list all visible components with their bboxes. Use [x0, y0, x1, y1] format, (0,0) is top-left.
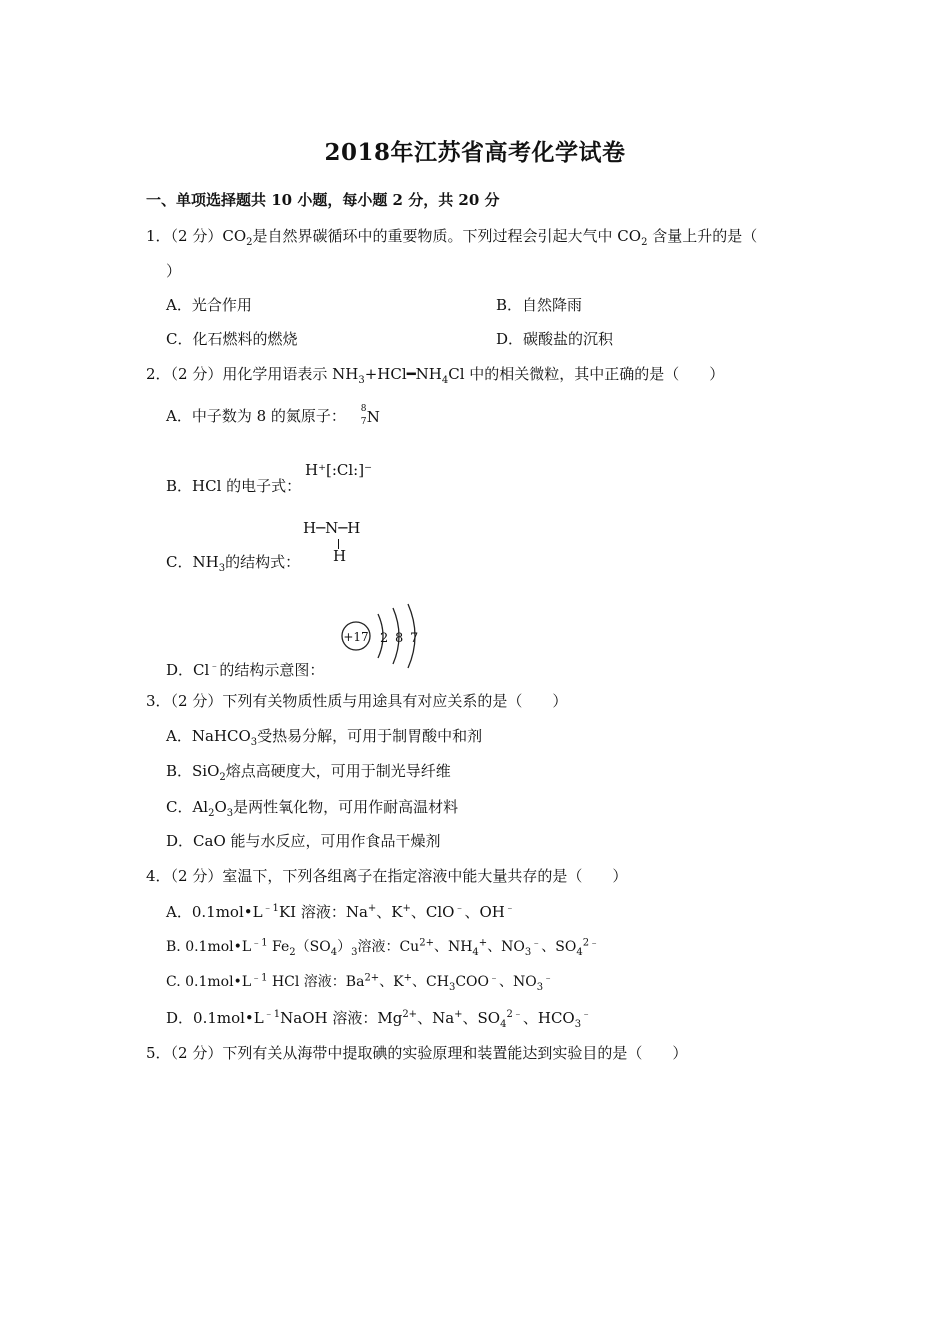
subscript: 4 [576, 946, 583, 958]
text-run: 、SO [462, 1009, 501, 1027]
text-run: ） [337, 939, 352, 955]
superscript: ﹣ [581, 1009, 592, 1020]
text-run: （2 分） [170, 867, 223, 885]
subscript: 4 [330, 946, 338, 958]
q4-option-b[interactable] [166, 937, 599, 957]
subscript: 4 [500, 1019, 507, 1030]
text-run: 、OH [464, 903, 505, 921]
text-run: 、K [379, 974, 404, 990]
text-run: 的结构式： [225, 553, 301, 571]
text-run: 、K [376, 903, 403, 921]
text-run: A．中子数为 8 的氮原子： [166, 407, 346, 425]
text-run: 下列有关从海带中提取碘的实验原理和装置能达到实验目的是（ ） [222, 1044, 688, 1062]
text-run: Fe [267, 939, 290, 955]
subscript: 2 [246, 237, 253, 248]
text-run: 5． [146, 1044, 171, 1062]
q3-option-b[interactable] [166, 761, 451, 781]
text-run: D．Cl [166, 661, 210, 679]
text-run: 用化学用语表示 NH [222, 365, 359, 383]
superscript: 2﹣ [582, 937, 600, 949]
subscript: 3 [218, 563, 226, 574]
text-run: N [366, 408, 380, 426]
question-1-stem [146, 226, 757, 246]
question-5-stem [146, 1043, 687, 1063]
subscript: 3 [250, 737, 258, 748]
q4-option-d[interactable] [166, 1008, 591, 1028]
text-run: B．HCl 的电子式： [166, 477, 302, 495]
question-3-stem [146, 691, 567, 711]
superscript: 2﹣ [506, 1009, 523, 1020]
text-run: O [214, 798, 227, 816]
text-run: D．0.1mol•L [166, 1009, 264, 1027]
text-run: COO [455, 974, 490, 990]
text-run: 是两性氧化物，可用作耐高温材料 [233, 798, 459, 816]
text-run: 8 [360, 404, 367, 414]
section-heading: 一、单项选择题共 10 小题，每小题 2 分，共 20 分 [146, 191, 500, 209]
text-run: KI 溶液：Na [278, 903, 368, 921]
text-run: B. 0.1mol•L [166, 939, 252, 955]
q2-option-b[interactable] [166, 476, 301, 496]
text-run: 熔点高硬度大，可用于制光导纤维 [225, 762, 451, 780]
text-run: 、NO [499, 974, 537, 990]
text-run: 7 [360, 417, 367, 427]
q2-option-c[interactable] [166, 552, 300, 572]
superscript: ﹣ [209, 661, 220, 672]
superscript: ﹣ [504, 903, 515, 914]
q4-option-c[interactable] [166, 972, 553, 992]
text-run: Cl 中的相关微粒，其中正确的是（ ） [448, 365, 725, 383]
text-run: 、CH [412, 974, 449, 990]
nuclide-notation [351, 404, 380, 427]
page-title: 2018年江苏省高考化学试卷 [324, 139, 626, 166]
superscript: ﹣1 [263, 1009, 281, 1020]
text-run: 是自然界碳循环中的重要物质。下列过程会引起大气中 CO [252, 227, 642, 245]
subscript: 3 [524, 946, 532, 958]
text-run: 、Na [417, 1009, 455, 1027]
superscript: ﹣1 [251, 937, 268, 949]
text-run: （SO [295, 939, 331, 955]
superscript: 2+ [364, 972, 380, 984]
text-run: C．Al [166, 798, 209, 816]
question-1-stem-close: ） [166, 262, 182, 280]
text-run: 溶液：Cu [357, 939, 420, 955]
text-run: 的结构示意图： [219, 661, 325, 679]
text-run: 4． [146, 867, 171, 885]
text-run: NaOH 溶液：Mg [280, 1009, 403, 1027]
text-run: HCl 溶液：Ba [267, 974, 365, 990]
text-run: 室温下，下列各组离子在指定溶液中能大量共存的是（ ） [222, 867, 628, 885]
q3-option-c[interactable] [166, 797, 458, 817]
text-run: （2 分） [170, 692, 223, 710]
q3-option-d[interactable]: D．CaO 能与水反应，可用作食品干燥剂 [166, 832, 441, 850]
superscript: + [403, 972, 413, 984]
superscript: + [454, 1009, 463, 1020]
question-2-stem [146, 364, 724, 384]
atom-shell-svg [338, 602, 428, 672]
q1-option-b[interactable]: B．自然降雨 [496, 296, 583, 314]
q2-option-a[interactable] [166, 404, 380, 427]
superscript: + [402, 903, 411, 914]
text-run: A．0.1mol•L [166, 903, 263, 921]
text-run: 、NH [433, 939, 473, 955]
q4-option-a[interactable] [166, 902, 515, 922]
q1-option-a[interactable]: A．光合作用 [166, 296, 252, 314]
text-run: CO [222, 227, 247, 245]
nh3-structural-formula: H─N─H H [303, 519, 361, 565]
subscript: 3 [536, 981, 544, 993]
text-run: C．NH [166, 553, 219, 571]
text-run: （2 分） [170, 365, 223, 383]
shell-3-electrons: 7 [410, 631, 419, 646]
subscript: 3 [574, 1019, 582, 1030]
q1-option-d[interactable]: D．碳酸盐的沉积 [496, 330, 614, 348]
q2-option-d[interactable] [166, 660, 324, 680]
subscript: 2 [208, 808, 215, 819]
text-run: 2． [146, 365, 171, 383]
q3-option-a[interactable] [166, 726, 482, 746]
subscript: 3 [351, 946, 358, 958]
subscript: 3 [358, 375, 365, 386]
subscript: 3 [226, 808, 234, 819]
text-run: 、SO [541, 939, 577, 955]
text-run: 1． [146, 227, 171, 245]
text-run: A．NaHCO [166, 727, 251, 745]
superscript: ﹣ [454, 903, 465, 914]
question-4-stem [146, 866, 627, 886]
text-run: 含量上升的是（ [647, 227, 758, 245]
text-run: 3． [146, 692, 171, 710]
nucleus-charge: +17 [343, 630, 369, 644]
superscript: + [367, 903, 377, 914]
subscript: 2 [641, 237, 648, 248]
text-run: 下列有关物质性质与用途具有对应关系的是（ ） [222, 692, 568, 710]
text-run: 、HCO [522, 1009, 575, 1027]
superscript: + [478, 937, 488, 949]
text-run: +HCl━NH [364, 365, 442, 383]
text-run: （2 分） [170, 227, 223, 245]
subscript: 4 [441, 375, 449, 386]
text-run: B．SiO [166, 762, 220, 780]
hcl-electron-formula: H⁺[:Cl:]⁻ [305, 461, 373, 479]
subscript: 3 [448, 981, 456, 993]
subscript: 4 [472, 946, 479, 958]
superscript: 2+ [402, 1009, 418, 1020]
superscript: ﹣1 [262, 903, 279, 914]
text-run: （2 分） [170, 1044, 223, 1062]
cl-ion-structure-diagram [338, 602, 428, 676]
superscript: ﹣1 [251, 972, 268, 984]
shell-1-electrons: 2 [380, 631, 389, 646]
superscript: 2+ [419, 937, 434, 949]
superscript: ﹣ [531, 937, 542, 949]
text-run: 、NO [487, 939, 525, 955]
subscript: 2 [289, 946, 296, 958]
text-run: 、ClO [410, 903, 455, 921]
shell-2-electrons: 8 [395, 631, 404, 646]
text-run: C. 0.1mol•L [166, 974, 252, 990]
superscript: ﹣ [489, 972, 500, 984]
subscript: 2 [219, 772, 226, 783]
superscript: ﹣ [543, 972, 554, 984]
q1-option-c[interactable]: C．化石燃料的燃烧 [166, 330, 298, 348]
text-run: 受热易分解，可用于制胃酸中和剂 [257, 727, 483, 745]
